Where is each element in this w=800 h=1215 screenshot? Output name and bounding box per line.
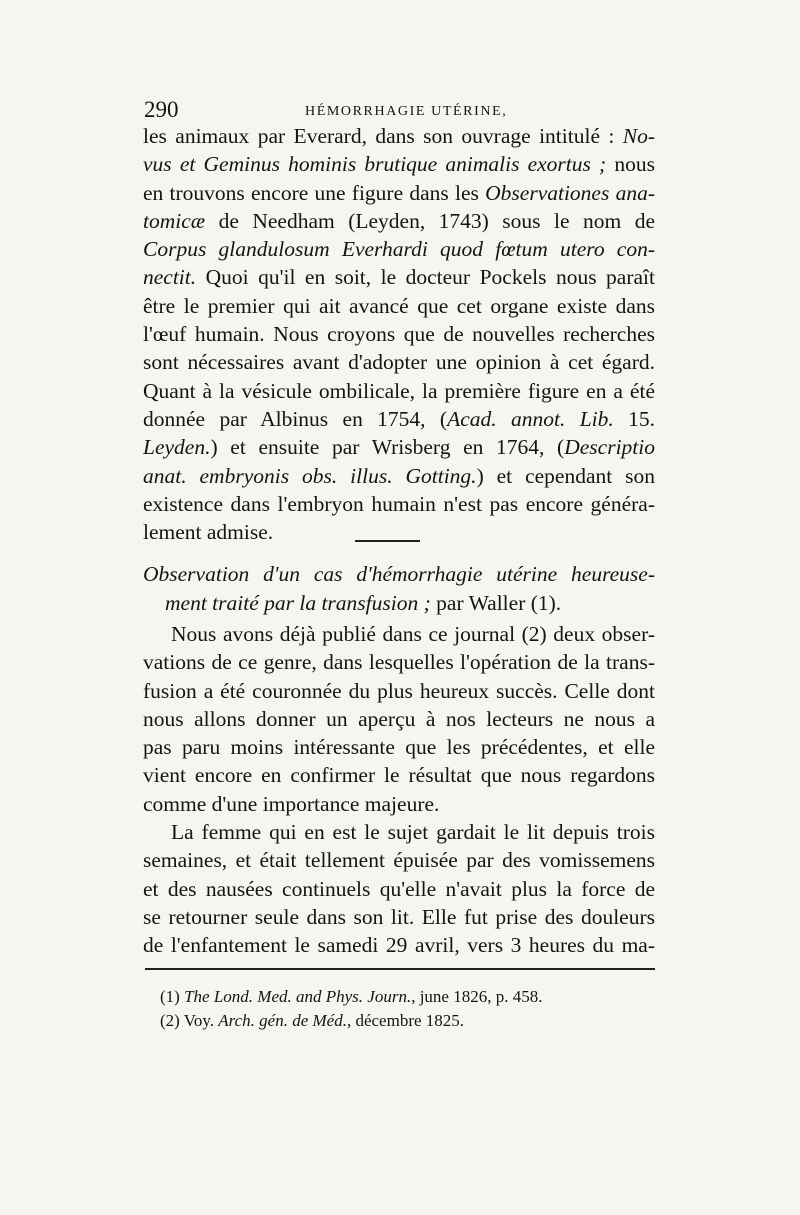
text-line: comme d'une importance majeure. xyxy=(143,791,440,816)
footnote-1: (1) The Lond. Med. and Phys. Journ., june 1826, p. 458. xyxy=(160,987,543,1006)
heading-line: Observation d'un cas d'hémorrhagie utérine heureuse- xyxy=(143,562,655,586)
text-line: Leyden.) et ensuite par Wrisberg en 1764, (Descriptio xyxy=(143,435,655,460)
text-line: de l'enfantement le samedi 29 avril, vers 3 heures du ma- xyxy=(143,933,655,958)
running-head: HÉMORRHAGIE UTÉRINE, xyxy=(305,104,508,119)
section-separator xyxy=(355,540,420,542)
text-line: pas paru moins intéressante que les précédentes, et elle xyxy=(143,735,655,760)
text-line: vations de ce genre, dans lesquelles l'opération de la trans- xyxy=(143,650,655,675)
text-line: et des nausées continuels qu'elle n'avait plus la force de xyxy=(143,876,655,901)
body-paragraph-1 xyxy=(143,122,655,546)
text-line: les animaux par Everard, dans son ouvrage intitulé : No- xyxy=(143,124,655,148)
text-line: sont nécessaires avant d'adopter une opinion à cet égard. xyxy=(143,350,655,375)
page-number: 290 xyxy=(144,97,179,122)
text-line: vient encore en confirmer le résultat que nous regardons xyxy=(143,763,655,788)
text-line: La femme qui en est le sujet gardait le lit depuis trois xyxy=(171,820,655,845)
text-line: donnée par Albinus en 1754, (Acad. annot. Lib. 15. xyxy=(143,406,655,431)
text-line: vus et Geminus hominis brutique animalis exortus ; nous xyxy=(143,152,655,177)
body-paragraph-2 xyxy=(143,620,655,960)
text-line: nectit. Quoi qu'il en soit, le docteur Pockels nous paraît xyxy=(143,265,655,290)
heading-line: ment traité par la transfusion ; par Waller (1). xyxy=(165,591,562,615)
footnote-separator xyxy=(145,968,655,970)
text-line: Corpus glandulosum Everhardi quod fœtum utero con- xyxy=(143,237,655,262)
footnotes xyxy=(160,985,640,1033)
text-line: existence dans l'embryon humain n'est pas encore généra- xyxy=(143,491,655,516)
text-line: l'œuf humain. Nous croyons que de nouvelles recherches xyxy=(143,322,655,347)
text-line: se retourner seule dans son lit. Elle fut prise des douleurs xyxy=(143,904,655,929)
text-line: être le premier qui ait avancé que cet organe existe dans xyxy=(143,293,655,318)
text-line: nous allons donner un aperçu à nos lecteurs ne nous a xyxy=(143,706,655,731)
text-line: tomicæ de Needham (Leyden, 1743) sous le nom de xyxy=(143,208,655,233)
footnote-2: (2) Voy. Arch. gén. de Méd., décembre 1825. xyxy=(160,1011,465,1030)
text-line: en trouvons encore une figure dans les Observationes ana- xyxy=(143,180,655,205)
text-line: fusion a été couronnée du plus heureux succès. Celle dont xyxy=(143,678,655,703)
section-heading xyxy=(143,560,655,618)
text-line: Nous avons déjà publié dans ce journal (2) deux obser- xyxy=(171,622,655,646)
text-line: semaines, et était tellement épuisée par des vomissemens xyxy=(143,848,655,873)
text-line: anat. embryonis obs. illus. Gotting.) et cependant son xyxy=(143,463,655,488)
text-line: Quant à la vésicule ombilicale, la première figure en a été xyxy=(143,378,655,403)
text-line: lement admise. xyxy=(143,520,274,545)
